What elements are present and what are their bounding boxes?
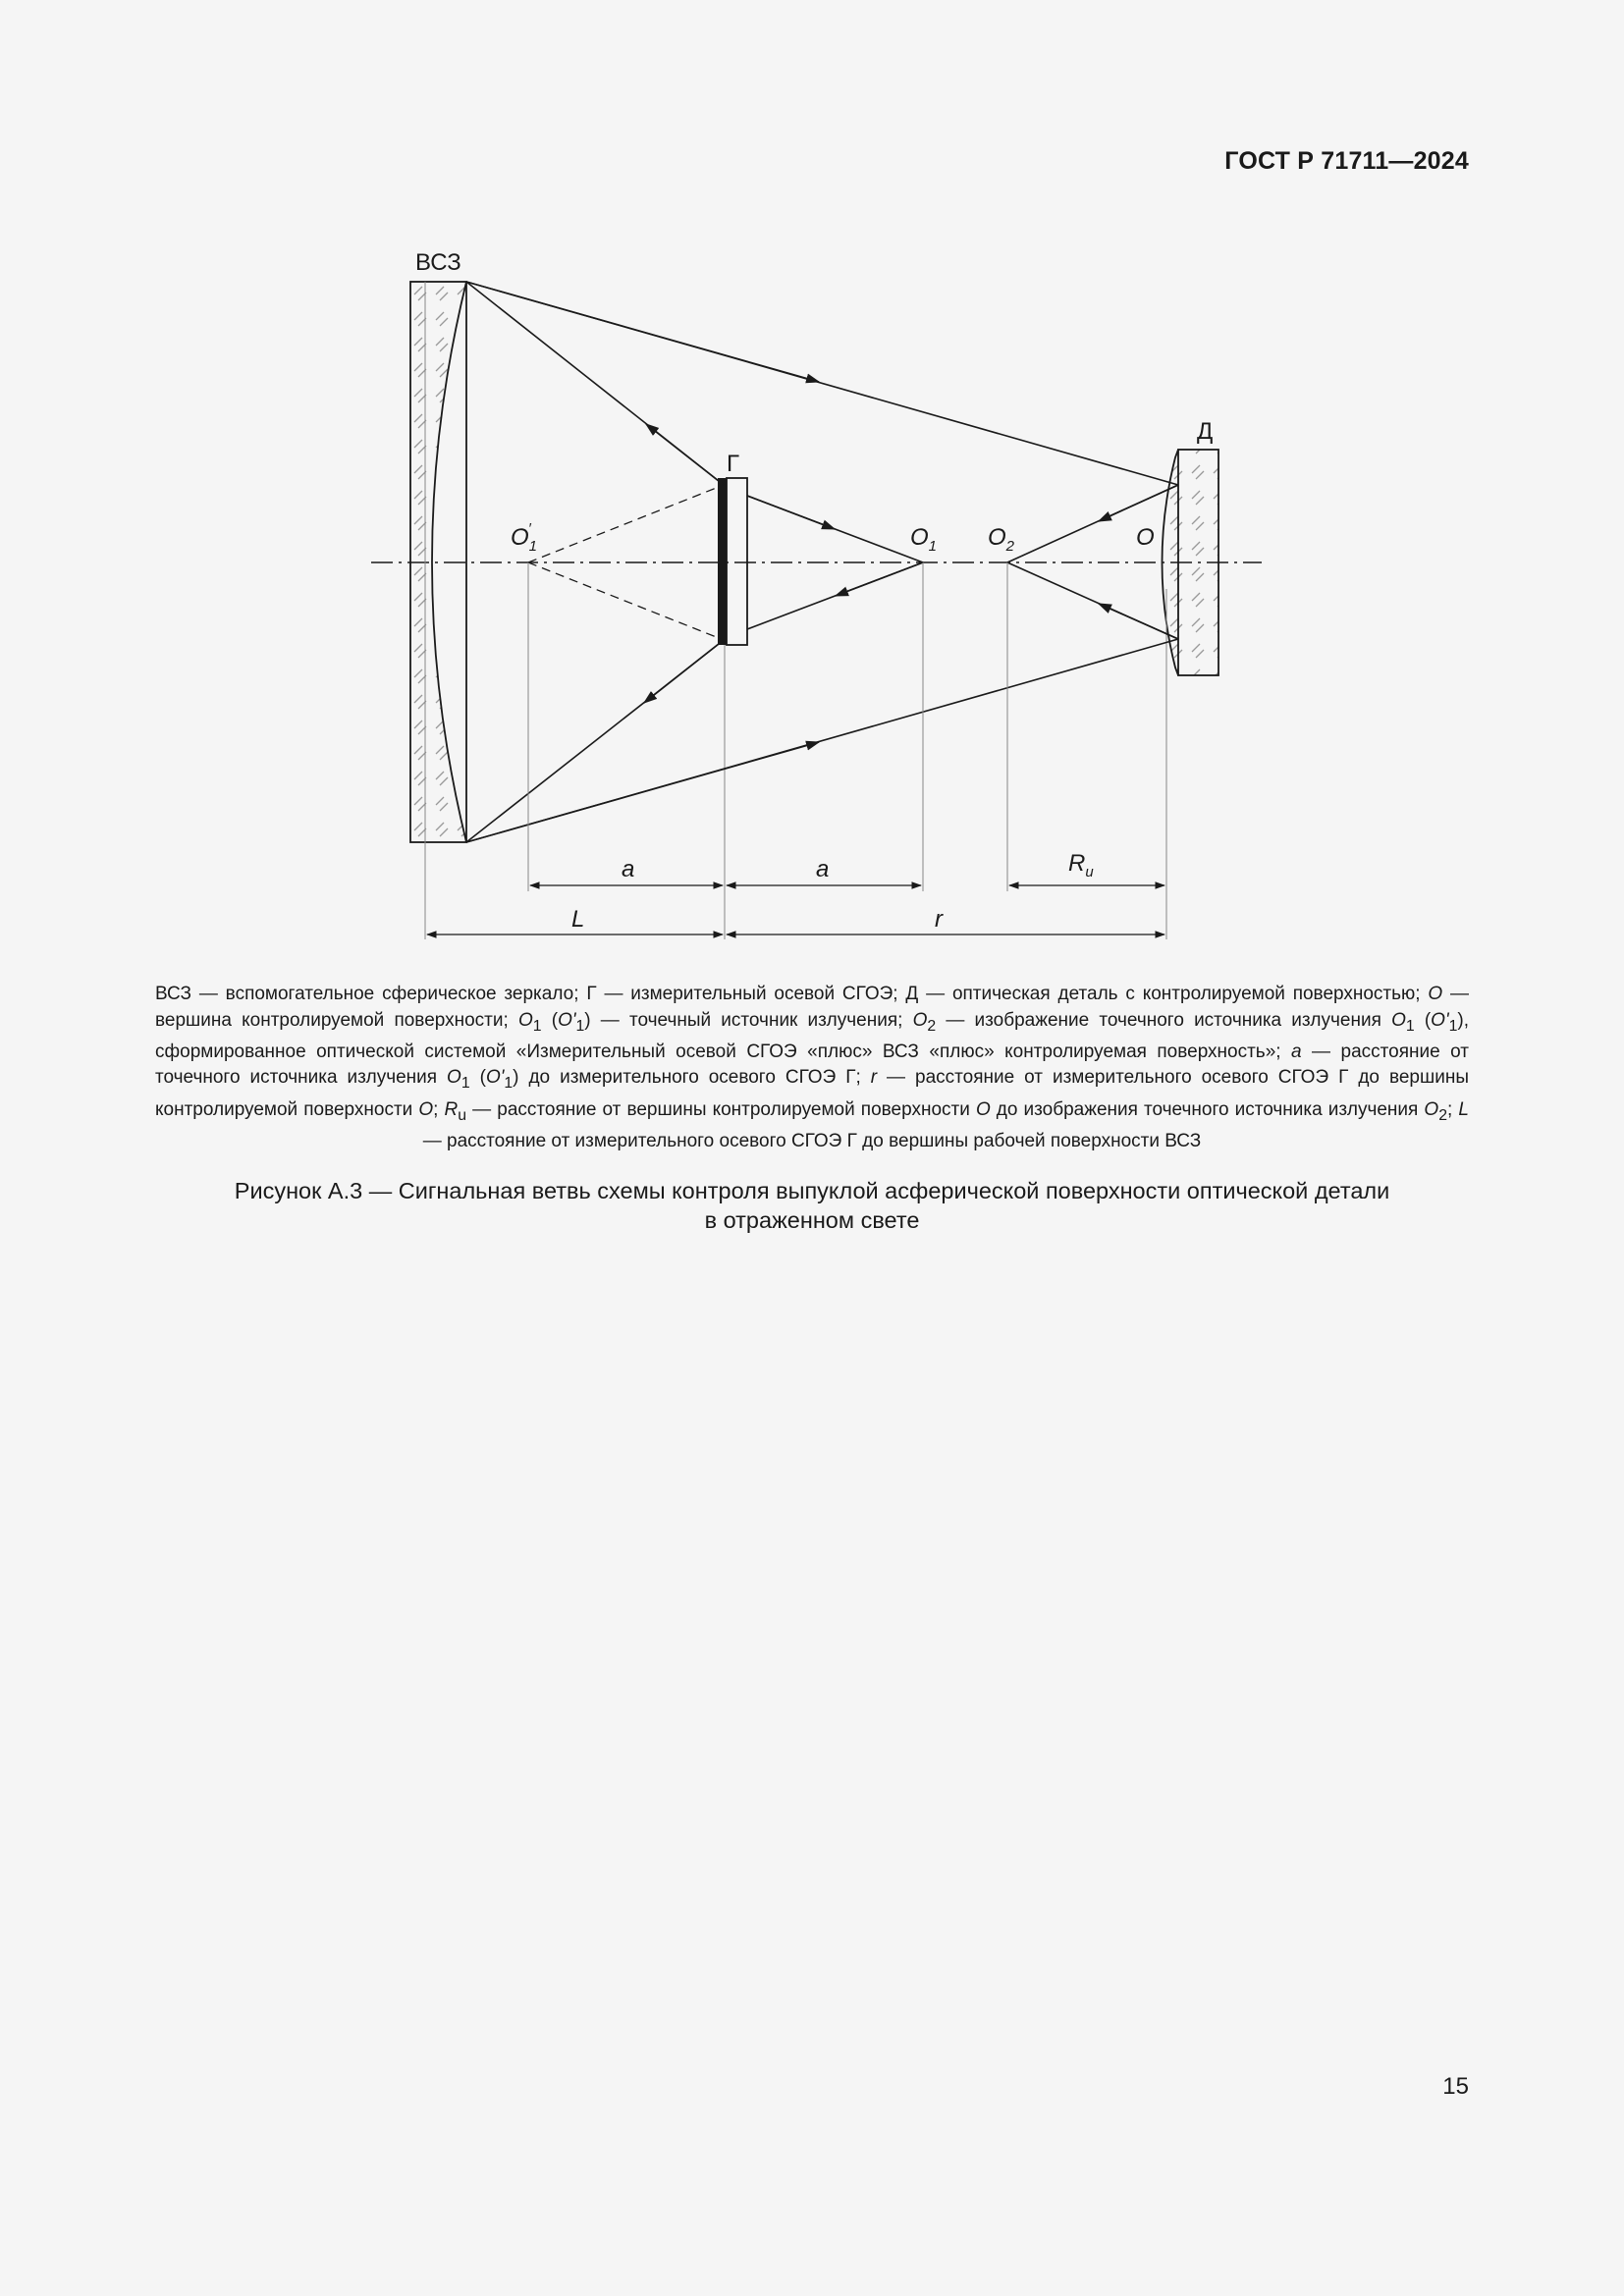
label-o2: $O_2$ [988, 524, 1015, 555]
label-o1: $O_1$ [910, 524, 938, 555]
optical-scheme-diagram [0, 0, 1624, 982]
page-number: 15 [1442, 2073, 1469, 2100]
label-dim-a-right: a [816, 856, 830, 882]
label-dim-a-left: a [622, 856, 635, 882]
standard-code: ГОСТ Р 71711—2024 [1224, 147, 1469, 175]
label-dim-ru: $R_u$ [1068, 850, 1094, 881]
label-dim-r: r [935, 906, 943, 933]
label-o-vertex: O [1136, 524, 1155, 551]
axial-element [718, 478, 747, 939]
caption-line-2: в отраженном свете [704, 1207, 920, 1233]
label-gauge: Г [727, 451, 739, 477]
label-mirror: ВСЗ [415, 249, 461, 276]
auxiliary-mirror [410, 282, 466, 939]
label-detail: Д [1197, 418, 1214, 445]
label-dim-L: L [571, 906, 585, 933]
figure-caption [155, 1176, 1469, 1235]
optical-detail [1163, 450, 1219, 939]
label-o1-prime: $O_1'$ [511, 520, 538, 555]
caption-line-1: Рисунок А.3 — Сигнальная ветвь схемы контроля выпуклой асферической поверхности оптической детали [234, 1178, 1390, 1203]
figure-legend: ВСЗ — вспомогательное сферическое зеркало; Г — измерительный осевой СГОЭ; Д — оптическая деталь с контролируемой поверхностью; О — вершина контролируемой поверхности; $О_1$ $(О'_1)$ — точечный источник излучения; $О_2$ — изображение точечного источника излучения $О_1$ $(О'_1)$, сформированное оптической системой «Измерительный осевой СГОЭ «плюс» ВСЗ «плюс» контролируемая поверхность»; а — расстояние от точечного источника излучения $О_1$ $(О'_1)$ до измерительного осевого СГОЭ Г; r — расстояние от измерительного осевого СГОЭ Г до вершины контролируемой поверхности О; $R_u$ — расстояние от вершины контролируемой поверхности О до изображения точечного источника излучения $О_2$; L — расстояние от измерительного осевого СГОЭ Г до вершины рабочей поверхности ВСЗ [155, 984, 1470, 1151]
